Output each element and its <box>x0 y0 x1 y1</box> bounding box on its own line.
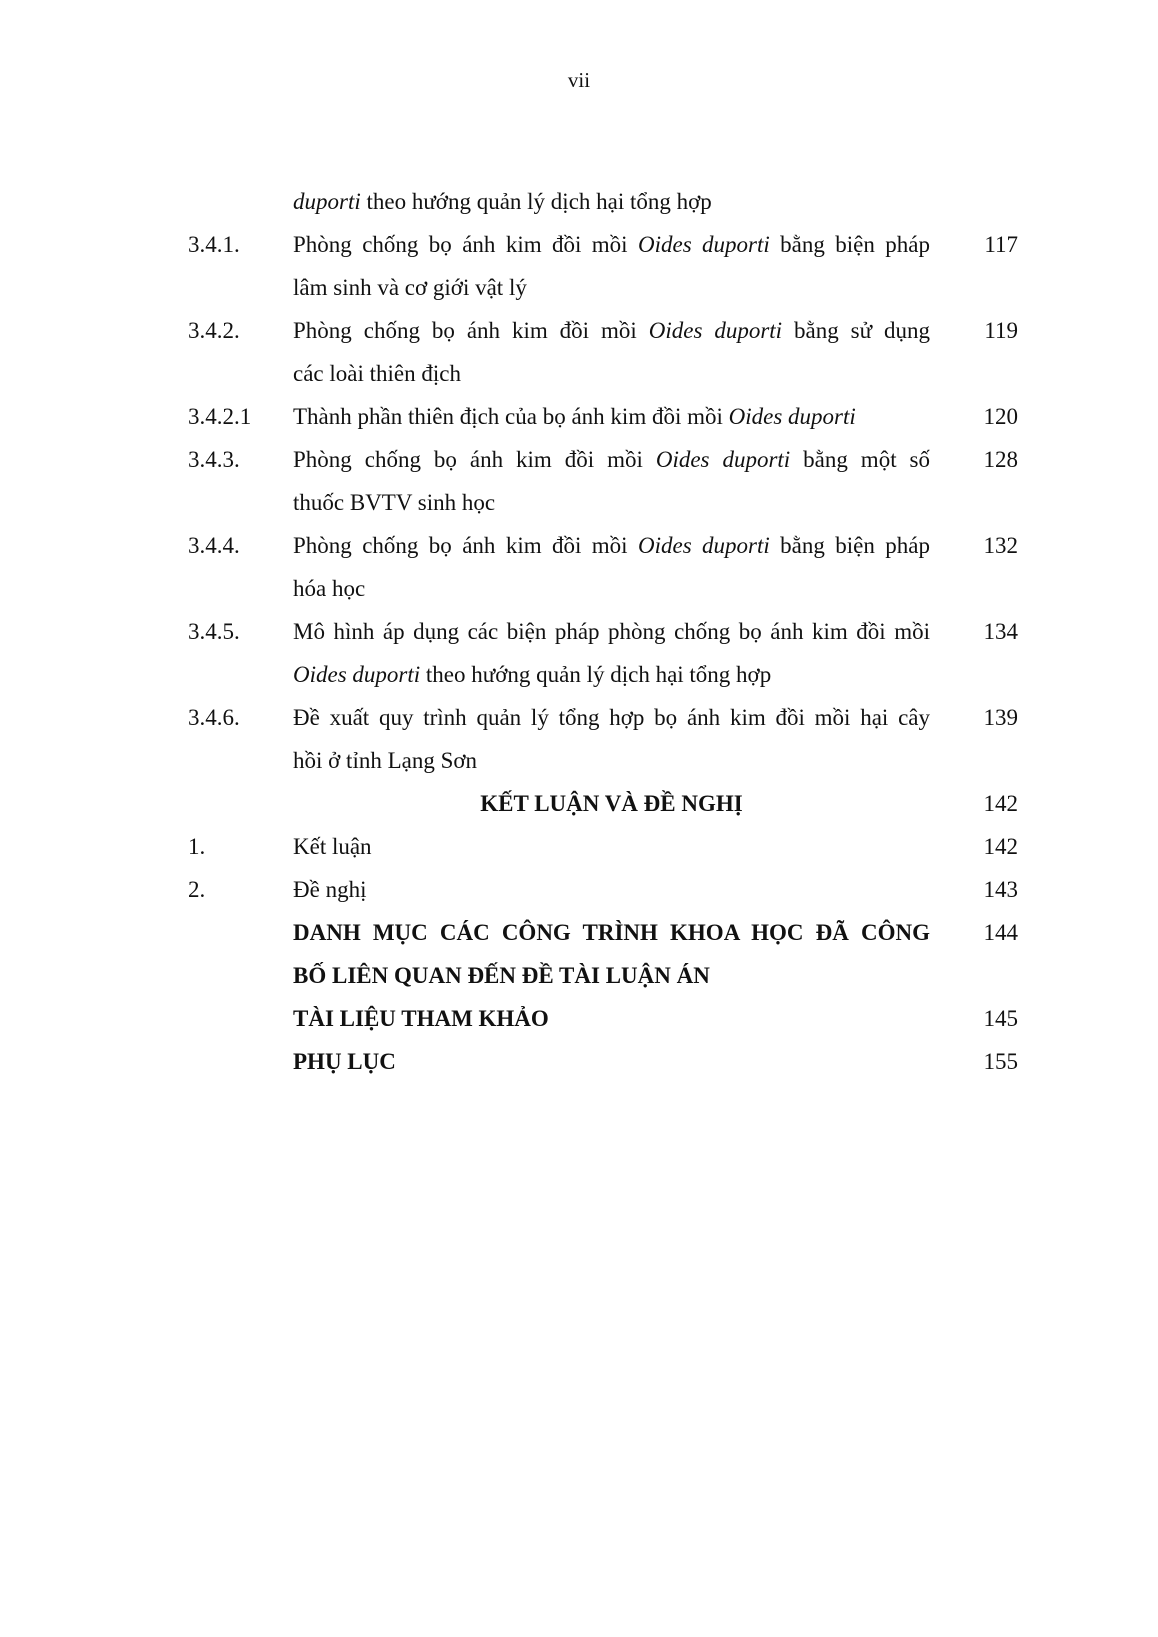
toc-entry-3-4-2-1[interactable] <box>188 395 1018 438</box>
toc-entry-title: TÀI LIỆU THAM KHẢO <box>293 1006 549 1031</box>
toc-entry-page: 128 <box>983 447 1018 472</box>
toc-entry-title <box>293 610 930 696</box>
toc-entry-page: 139 <box>983 705 1018 730</box>
toc-entry-title: PHỤ LỤC <box>293 1049 396 1074</box>
toc-text: Mô hình áp dụng các biện pháp phòng chống bọ ánh kim đồi mồi <box>293 619 930 644</box>
toc-entry-number: 3.4.4. <box>188 533 240 558</box>
toc-entry-number: 2. <box>188 877 206 902</box>
toc-entry-page: 142 <box>983 834 1018 859</box>
toc-entry-number: 3.4.2.1 <box>188 404 252 429</box>
toc-entry-number: 1. <box>188 834 206 859</box>
toc-entry-3-4-4[interactable] <box>188 524 1018 610</box>
toc-text: Phòng chống bọ ánh kim đồi mồi <box>293 232 638 257</box>
toc-entry-recommendation[interactable] <box>188 868 1018 911</box>
toc-entry-number: 3.4.3. <box>188 447 240 472</box>
toc-text: hồi ở tỉnh Lạng Sơn <box>293 748 478 773</box>
toc-text: thuốc BVTV sinh học <box>293 490 496 515</box>
species-name: duporti <box>293 189 361 214</box>
toc-entry-3-4-3[interactable] <box>188 438 1018 524</box>
species-name: Oides duporti <box>728 404 856 429</box>
toc-entry-page: 117 <box>984 232 1018 257</box>
toc-entry-number: 3.4.1. <box>188 232 240 257</box>
toc-entry-page: 142 <box>983 791 1018 816</box>
toc-entry-page: 120 <box>983 404 1018 429</box>
toc-entry-conclusion[interactable] <box>188 825 1018 868</box>
toc-continuation <box>188 180 1018 223</box>
toc-entry-title <box>293 524 930 610</box>
toc-entry-title <box>293 180 930 223</box>
toc-entry-page: 132 <box>983 533 1018 558</box>
toc-entry-number: 3.4.5. <box>188 619 240 644</box>
toc-entry-number: 3.4.2. <box>188 318 240 343</box>
toc-entry-3-4-2[interactable] <box>188 309 1018 395</box>
species-name: Oides duporti <box>648 318 783 343</box>
toc-entry-appendix[interactable] <box>188 1040 1018 1083</box>
toc-entry-page: 155 <box>983 1049 1018 1074</box>
toc-text: lâm sinh và cơ giới vật lý <box>293 275 527 300</box>
toc-text: Đề xuất quy trình quản lý tổng hợp bọ ánh kim đồi mồi hại cây <box>293 705 930 730</box>
toc-entry-title: Đề nghị <box>293 877 367 902</box>
toc-entry-page: 143 <box>983 877 1018 902</box>
toc-entry-title <box>293 309 930 395</box>
toc-text: bằng biện pháp <box>769 232 931 257</box>
table-of-contents <box>188 180 1018 1083</box>
toc-entry-title <box>293 395 930 438</box>
toc-text: hóa học <box>293 576 366 601</box>
toc-entry-title <box>293 438 930 524</box>
toc-entry-3-4-6[interactable] <box>188 696 1018 782</box>
toc-text: theo hướng quản lý dịch hại tổng hợp <box>360 189 712 214</box>
species-name: Oides duporti <box>637 533 770 558</box>
toc-entry-title <box>293 223 930 309</box>
toc-entry-number: 3.4.6. <box>188 705 240 730</box>
toc-text: các loài thiên địch <box>293 361 461 386</box>
species-name: Oides duporti <box>655 447 791 472</box>
toc-text: bằng sử dụng <box>782 318 930 343</box>
toc-text: Phòng chống bọ ánh kim đồi mồi <box>293 318 649 343</box>
page-number: vii <box>567 68 591 92</box>
species-name: Oides duporti <box>293 662 421 687</box>
toc-entry-3-4-5[interactable] <box>188 610 1018 696</box>
toc-text: theo hướng quản lý dịch hại tổng hợp <box>420 662 772 687</box>
toc-section-heading: KẾT LUẬN VÀ ĐỀ NGHỊ <box>480 791 743 816</box>
toc-entry-publications[interactable] <box>188 911 1018 997</box>
toc-entry-3-4-1[interactable] <box>188 223 1018 309</box>
toc-entry-page: 119 <box>984 318 1018 343</box>
toc-text: Phòng chống bọ ánh kim đồi mồi <box>293 447 656 472</box>
toc-entry-page: 134 <box>983 619 1018 644</box>
toc-entry-conclusion-section[interactable] <box>188 782 1018 825</box>
toc-text: bằng biện pháp <box>769 533 931 558</box>
toc-entry-title <box>293 696 930 782</box>
toc-entry-references[interactable] <box>188 997 1018 1040</box>
toc-text: Thành phần thiên địch của bọ ánh kim đồi mồi <box>293 404 729 429</box>
toc-entry-page: 145 <box>983 1006 1018 1031</box>
toc-entry-title: DANH MỤC CÁC CÔNG TRÌNH KHOA HỌC ĐÃ CÔNG BỐ LIÊN QUAN ĐẾN ĐỀ TÀI LUẬN ÁN <box>293 920 930 988</box>
toc-entry-page: 144 <box>983 920 1018 945</box>
toc-entry-title: Kết luận <box>293 834 372 859</box>
toc-text: Phòng chống bọ ánh kim đồi mồi <box>293 533 638 558</box>
toc-text: bằng một số <box>790 447 930 472</box>
species-name: Oides duporti <box>637 232 770 257</box>
